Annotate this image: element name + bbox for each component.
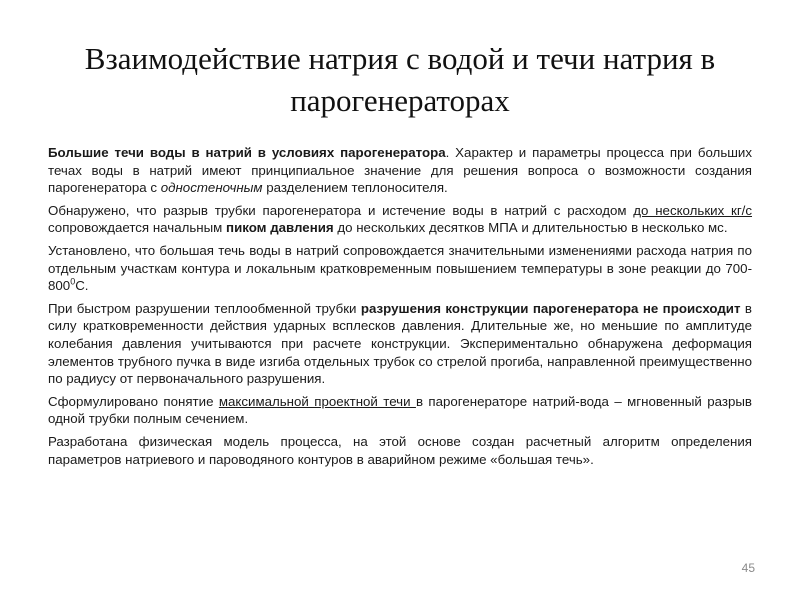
paragraph-text: разделением теплоносителя. bbox=[262, 180, 448, 196]
paragraph-bold-term: пиком давления bbox=[226, 220, 334, 236]
paragraph-lead-bold: Большие течи воды в натрий в условиях парогенератора bbox=[48, 145, 446, 160]
page-number: 45 bbox=[741, 561, 755, 575]
paragraph-text: Разработана физическая модель процесса, на этой основе создан расчетный алгоритм определения параметров натриевого и пароводяного контуров в аварийном режиме «большая течь». bbox=[48, 433, 752, 467]
paragraph-design-leak bbox=[48, 393, 752, 428]
paragraph-text: сопровождается начальным bbox=[48, 220, 227, 236]
slide-body bbox=[48, 144, 752, 473]
paragraph-pressure-peak bbox=[48, 202, 752, 237]
slide-title: Взаимодействие натрия с водой и течи натрия в парогенераторах bbox=[84, 41, 716, 118]
paragraph-underlined-term: максимальной проектной течи bbox=[218, 393, 416, 409]
paragraph-physical-model bbox=[48, 433, 752, 468]
paragraph-text: Установлено, что большая течь воды в натрий сопровождается значительными изменениями расхода натрия по отдельным участкам контура и локальным кратковременным повышением температуры в зоне реакции до 700-800 bbox=[48, 242, 752, 294]
paragraph-text: . Характер и параметры процесса при больших течах воды в натрий имеют принципиальное значение для решения вопроса о возможности создания парогенератора с bbox=[48, 145, 752, 196]
paragraph-text: При быстром разрушении теплообменной трубки bbox=[48, 300, 361, 316]
paragraph-large-leaks bbox=[48, 144, 752, 197]
paragraph-text: в силу кратковременности действия ударных всплесков давления. Длительные же, но меньшие по амплитуде колебания давления учитываются при расчете конструкции. Экспериментально обнаружена деформация элементов трубного пучка в виде изгиба отдельных трубок со стрелой прогиба, направленной преимущественно по радиусу от первоначального разрушения. bbox=[48, 300, 752, 387]
paragraph-flow-changes bbox=[48, 242, 752, 295]
superscript-degree: 0 bbox=[70, 276, 76, 287]
paragraph-text: в парогенераторе натрий-вода – мгновенный разрыв одной трубки полным сечением. bbox=[48, 393, 752, 427]
paragraph-text: Обнаружено, что разрыв трубки парогенератора и истечение воды в натрий с расходом bbox=[48, 202, 634, 218]
paragraph-bold-term: разрушения конструкции парогенератора не происходит bbox=[360, 300, 741, 316]
paragraph-text: Сформулировано понятие bbox=[48, 393, 219, 409]
paragraph-text: до нескольких десятков МПА и длительностью в несколько мс. bbox=[333, 220, 728, 236]
paragraph-tube-rupture bbox=[48, 300, 752, 388]
paragraph-italic-term: одностеночным bbox=[160, 180, 263, 196]
paragraph-underlined-term: до нескольких кг/с bbox=[633, 202, 753, 218]
paragraph-text: С. bbox=[75, 278, 89, 294]
